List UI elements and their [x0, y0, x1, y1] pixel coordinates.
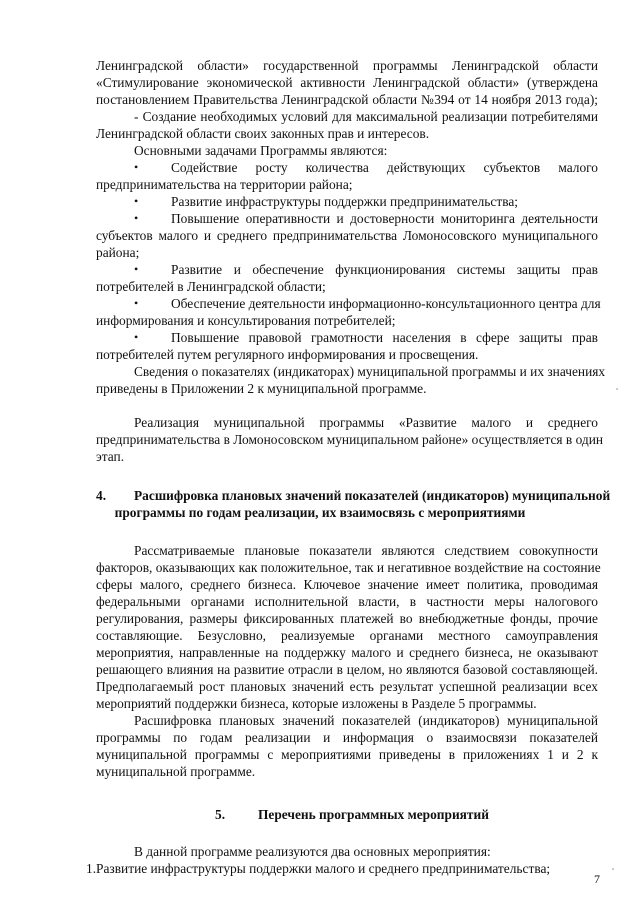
section-5-number: 5. [215, 807, 226, 822]
intro-line-5: Ленинградской области своих законных прав и интересов. [96, 126, 430, 141]
bullet-4-line-1: Развитие и обеспечение функционирования системы защиты прав [171, 262, 598, 277]
para4b-line-3: муниципальной программы с мероприятиями приведены в приложениях 1 и 2 к [96, 747, 598, 762]
realization-line-1: Реализация муниципальной программы «Развитие малого и среднего [134, 415, 598, 430]
bullet-1-line-1: Содействие росту количества действующих субъектов малого [171, 160, 598, 175]
scan-speck [612, 868, 614, 870]
intro-line-4: - Создание необходимых условий для максимальной реализации потребителями [134, 109, 598, 124]
bullet-marker: • [134, 211, 139, 225]
bullet-marker: • [134, 296, 139, 310]
para4b-line-1: Расшифровка плановых значений показателей (индикаторов) муниципальной [134, 713, 598, 728]
indicators-line-1: Сведения о показателях (индикаторах) муниципальной программы и их значениях [134, 364, 606, 379]
bullet-6-line-2: потребителей путем регулярного информирования и просвещения. [96, 347, 479, 362]
para4a-line-2: факторов, оказывающих как положительное, так и негативное воздействие на состояние [96, 560, 601, 575]
intro-line-3: постановлением Правительства Ленинградской области №394 от 14 ноября 2013 года); [96, 92, 598, 107]
section-4-number: 4. [96, 488, 107, 503]
bullet-3-line-2: субъектов малого и среднего предпринимательства Ломоносовского муниципального [96, 228, 598, 243]
indicators-line-2: приведены в Приложении 2 к муниципальной программе. [96, 381, 427, 396]
para5-line-1: В данной программе реализуются два основных мероприятия: [134, 844, 491, 859]
para4b-line-2: программы по годам реализации и информация о взаимосвязи показателей [96, 730, 598, 745]
para4a-line-7: мероприятия, направленные на поддержку малого и среднего бизнеса, не оказывают [96, 645, 598, 660]
section-4-title-line-1: Расшифровка плановых значений показателей (индикаторов) муниципальной [134, 488, 611, 503]
realization-line-3: этап. [96, 449, 125, 464]
para4a-line-8: решающего влияния на развитие отрасли в целом, но являются базовой составляющей. [96, 662, 598, 677]
section-4-title-line-2: программы по годам реализации, их взаимосвязь с мероприятиями [114, 505, 526, 520]
bullet-3-line-1: Повышение оперативности и достоверности мониторинга деятельности [171, 211, 598, 226]
bullet-5-line-2: информирования и консультирования потребителей; [96, 313, 396, 328]
para5-line-2: 1.Развитие инфраструктуры поддержки малого и среднего предпринимательства; [86, 861, 551, 876]
bullet-marker: • [134, 194, 139, 208]
para4a-line-5: регулирования, размеры фиксированных платежей во внебюджетные фонды, прочие [96, 611, 598, 626]
bullet-1-line-2: предпринимательства на территории района; [96, 177, 353, 192]
intro-line-2: «Стимулирование экономической активности Ленинградской области» (утверждена [96, 75, 598, 90]
scan-speck [616, 388, 618, 390]
tasks-heading: Основными задачами Программы являются: [134, 143, 388, 158]
bullet-marker: • [134, 262, 139, 276]
para4a-line-9: Предполагаемый рост плановых значений есть результат успешной реализации всех [96, 679, 598, 694]
para4a-line-3: сферы малого, среднего бизнеса. Ключевое значение имеет политика, проводимая [96, 577, 598, 592]
para4b-line-4: муниципальной программе. [96, 764, 256, 779]
para4a-line-1: Рассматриваемые плановые показатели являются следствием совокупности [134, 543, 598, 558]
realization-line-2: предпринимательства в Ломоносовском муниципальном районе» осуществляется в один [96, 432, 604, 447]
bullet-5-line-1: Обеспечение деятельности информационно-консультационного центра для [171, 296, 601, 311]
bullet-marker: • [134, 330, 139, 344]
bullet-marker: • [134, 160, 139, 174]
bullet-3-line-3: района; [96, 245, 140, 260]
para4a-line-4: федеральными органами исполнительной власти, в частности меры налогового [96, 594, 598, 609]
bullet-2-line-1: Развитие инфраструктуры поддержки предпринимательства; [171, 194, 519, 209]
bullet-4-line-2: потребителей в Ленинградской области; [96, 279, 326, 294]
page-number: 7 [594, 872, 600, 886]
section-5-title: Перечень программных мероприятий [258, 807, 489, 822]
intro-line-1: Ленинградской области» государственной программы Ленинградской области [96, 58, 598, 73]
para4a-line-10: мероприятий поддержки бизнеса, которые изложены в Разделе 5 программы. [96, 696, 537, 711]
bullet-6-line-1: Повышение правовой грамотности населения в сфере защиты прав [171, 330, 598, 345]
para4a-line-6: составляющие. Безусловно, реализуемые органами местного самоуправления [96, 628, 598, 643]
